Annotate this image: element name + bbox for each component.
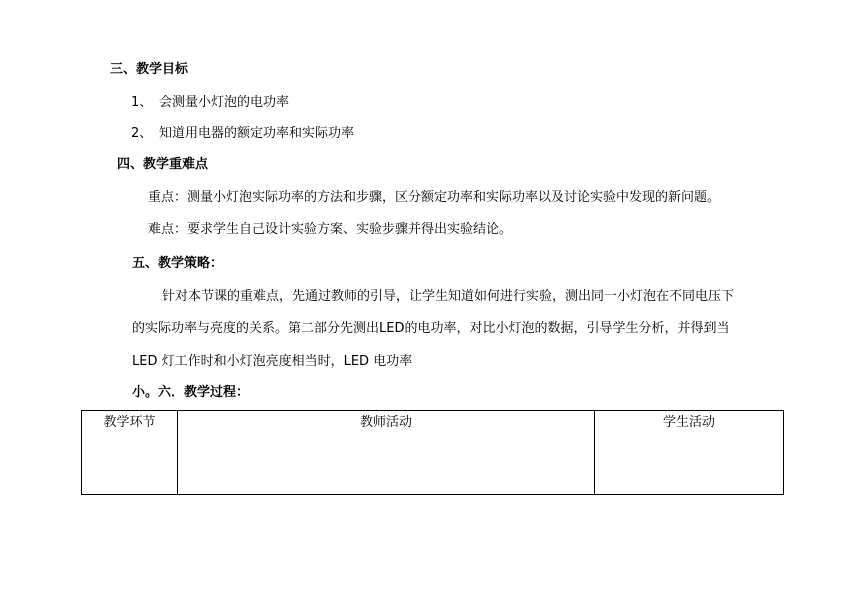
table-cell-student	[595, 411, 784, 495]
objective-item-1	[131, 95, 289, 111]
objective-text: 会测量小灯泡的电功率	[159, 95, 290, 110]
objective-item-2	[131, 126, 354, 142]
table-cell-stage	[82, 411, 178, 495]
objective-number: 1、	[131, 95, 153, 110]
column-header-stage: 教学环节	[103, 415, 156, 430]
objective-number: 2、	[131, 126, 153, 141]
difficult-point-text: 难点：要求学生自己设计实验方案、实验步骤并得出实验结论。	[148, 222, 513, 237]
teaching-process-table	[81, 410, 784, 495]
strategy-paragraph-line-1: 针对本节课的重难点，先通过教师的引导，让学生知道如何进行实验，测出同一小灯泡在不同电压下	[162, 289, 735, 304]
section-heading-strategy: 五、教学策略：	[132, 256, 224, 271]
strategy-paragraph-line-2: 的实际功率与亮度的关系。第二部分先测出LED的电功率，对比小灯泡的数据，引导学生分析，并得到当	[132, 321, 730, 336]
table-row	[82, 411, 784, 495]
section-heading-process: 小。六．教学过程：	[132, 385, 250, 400]
objective-text: 知道用电器的额定功率和实际功率	[159, 126, 355, 141]
table-cell-teacher	[178, 411, 595, 495]
section-heading-objectives: 三、教学目标	[110, 62, 189, 77]
strategy-paragraph-line-3: LED 灯工作时和小灯泡亮度相当时，LED 电功率	[132, 354, 413, 369]
key-point-text: 重点：测量小灯泡实际功率的方法和步骤，区分额定功率和实际功率以及讨论实验中发现的新问题。	[148, 190, 721, 205]
column-header-teacher-activity: 教师活动	[359, 415, 412, 430]
column-header-student-activity: 学生活动	[662, 415, 715, 430]
section-heading-key-difficult: 四、教学重难点	[117, 157, 209, 172]
